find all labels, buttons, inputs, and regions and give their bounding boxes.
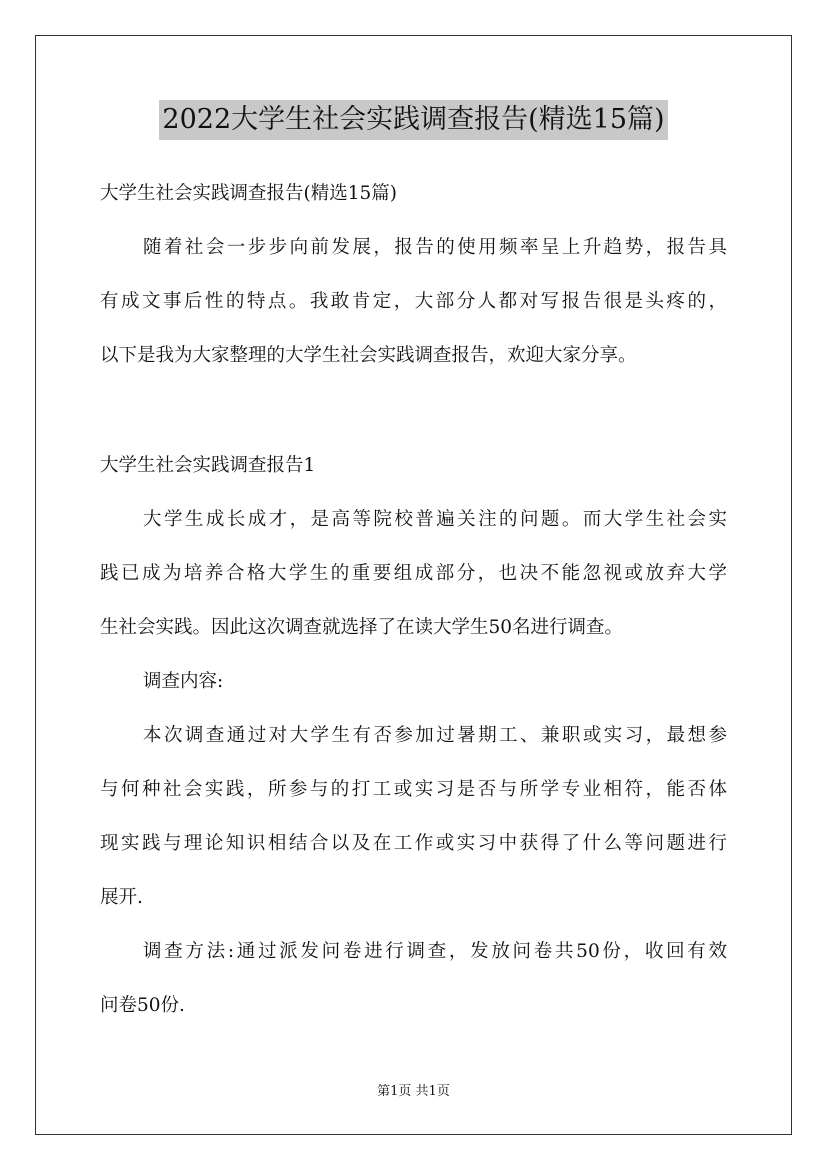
paragraph-line: 现实践与理论知识相结合以及在工作或实习中获得了什么等问题进行 (100, 833, 727, 854)
intro-line: 以下是我为大家整理的大学生社会实践调查报告，欢迎大家分享。 (100, 345, 637, 366)
paragraph-line: 展开. (100, 887, 143, 908)
paragraph-line: 调查方法:通过派发问卷进行调查，发放问卷共50份，收回有效 (143, 941, 727, 962)
intro-line: 有成文事后性的特点。我敢肯定，大部分人都对写报告很是头疼的， (100, 291, 727, 312)
paragraph-line: 与何种社会实践，所参与的打工或实习是否与所学专业相符，能否体 (100, 779, 727, 800)
paragraph-line: 践已成为培养合格大学生的重要组成部分，也决不能忽视或放弃大学 (100, 563, 727, 584)
paragraph-line: 问卷50份. (100, 995, 185, 1016)
paragraph-line: 大学生成长成才，是高等院校普遍关注的问题。而大学生社会实 (143, 509, 727, 530)
document-title: 2022大学生社会实践调查报告(精选15篇) (159, 100, 667, 140)
survey-content-label: 调查内容: (143, 671, 224, 692)
subtitle: 大学生社会实践调查报告(精选15篇) (100, 183, 397, 204)
paragraph-line: 生社会实践。因此这次调查就选择了在读大学生50名进行调查。 (100, 617, 624, 638)
title-container (0, 100, 827, 140)
page-footer: 第1页 共1页 (377, 1084, 450, 1099)
section-heading: 大学生社会实践调查报告1 (100, 455, 316, 476)
paragraph-line: 本次调查通过对大学生有否参加过暑期工、兼职或实习，最想参 (143, 725, 727, 746)
intro-line: 随着社会一步步向前发展，报告的使用频率呈上升趋势，报告具 (143, 237, 727, 258)
